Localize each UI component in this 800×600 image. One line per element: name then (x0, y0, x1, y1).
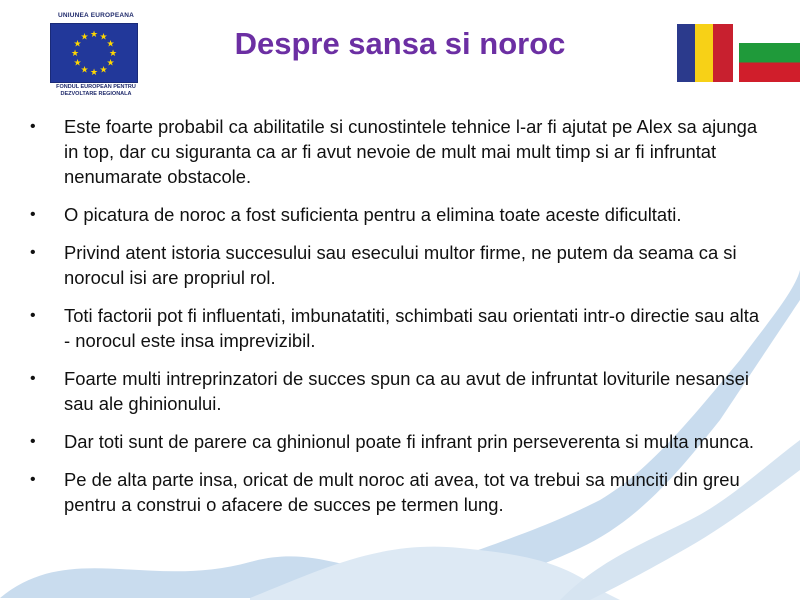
eu-star-icon: ★ (73, 58, 82, 69)
bullet-text: Toti factorii pot fi influentati, imbunatatiti, schimbati sau orientati intr-o directie sau alta - norocul este insa imprevizibil. (64, 305, 760, 351)
romania-flag-blue (677, 24, 695, 82)
eu-star-icon: ★ (80, 32, 89, 43)
bullet-icon: • (30, 244, 36, 261)
eu-star-icon: ★ (106, 39, 115, 50)
bullet-icon: • (30, 370, 36, 387)
eu-star-icon: ★ (99, 65, 108, 76)
eu-star-icon: ★ (89, 30, 99, 40)
bullet-icon: • (30, 206, 36, 223)
eu-logo-bottom-text (48, 84, 144, 98)
bullet-item (30, 366, 770, 416)
bullet-text: O picatura de noroc a fost suficienta pentru a elimina toate aceste dificultati. (64, 204, 682, 225)
slide-title: Despre sansa si noroc (234, 26, 566, 61)
bullet-item (30, 114, 770, 189)
eu-flag (50, 23, 138, 83)
eu-logo-bottom-line-2: DEZVOLTARE REGIONALA (60, 91, 132, 97)
bullet-icon: • (30, 307, 36, 324)
bullet-item (30, 303, 770, 353)
bullet-text: Privind atent istoria succesului sau esecului multor firme, ne putem da seama ca si norocul isi are propriul rol. (64, 242, 737, 288)
romania-flag-red (713, 24, 733, 82)
bullet-item (30, 240, 770, 290)
eu-stars-icon (51, 24, 137, 82)
bullet-list (30, 114, 770, 517)
eu-star-icon: ★ (73, 39, 82, 50)
bullet-icon: • (30, 433, 36, 450)
bullet-content (30, 114, 770, 530)
bullet-item (30, 467, 770, 517)
bullet-icon: • (30, 471, 36, 488)
eu-star-icon: ★ (89, 68, 99, 78)
bullet-item (30, 202, 770, 227)
bullet-text: Foarte multi intreprinzatori de succes spun ca au avut de infruntat loviturile nesansei sau ale ghinionului. (64, 368, 749, 414)
bullet-text: Dar toti sunt de parere ca ghinionul poate fi infrant prin perseverenta si multa munca. (64, 431, 755, 452)
eu-star-icon: ★ (99, 32, 108, 43)
bullet-icon: • (30, 118, 36, 135)
eu-logo-bottom-line-1: FONDUL EUROPEAN PENTRU (56, 84, 136, 90)
eu-star-icon: ★ (108, 49, 118, 59)
bullet-text: Este foarte probabil ca abilitatile si cunostintele tehnice l-ar fi ajutat pe Alex sa ajunga in top, dar cu siguranta ca ar fi avut nevoie de mult mai mult timp si ar fi infruntat nenumarate obstacole. (64, 116, 758, 187)
bullet-text: Pe de alta parte insa, oricat de mult noroc ati avea, tot va trebui sa munciti din greu pentru a construi o afacere de succes pe termen lung. (64, 469, 740, 515)
bulgaria-flag (739, 24, 800, 82)
eu-star-icon: ★ (80, 65, 89, 76)
eu-star-icon: ★ (70, 49, 80, 59)
eu-star-icon: ★ (106, 58, 115, 69)
eu-logo (48, 12, 144, 98)
romania-flag-yellow (695, 24, 713, 82)
bullet-item (30, 429, 770, 454)
country-flags (677, 24, 800, 82)
eu-logo-top-text: UNIUNEA EUROPEANA (57, 12, 135, 19)
